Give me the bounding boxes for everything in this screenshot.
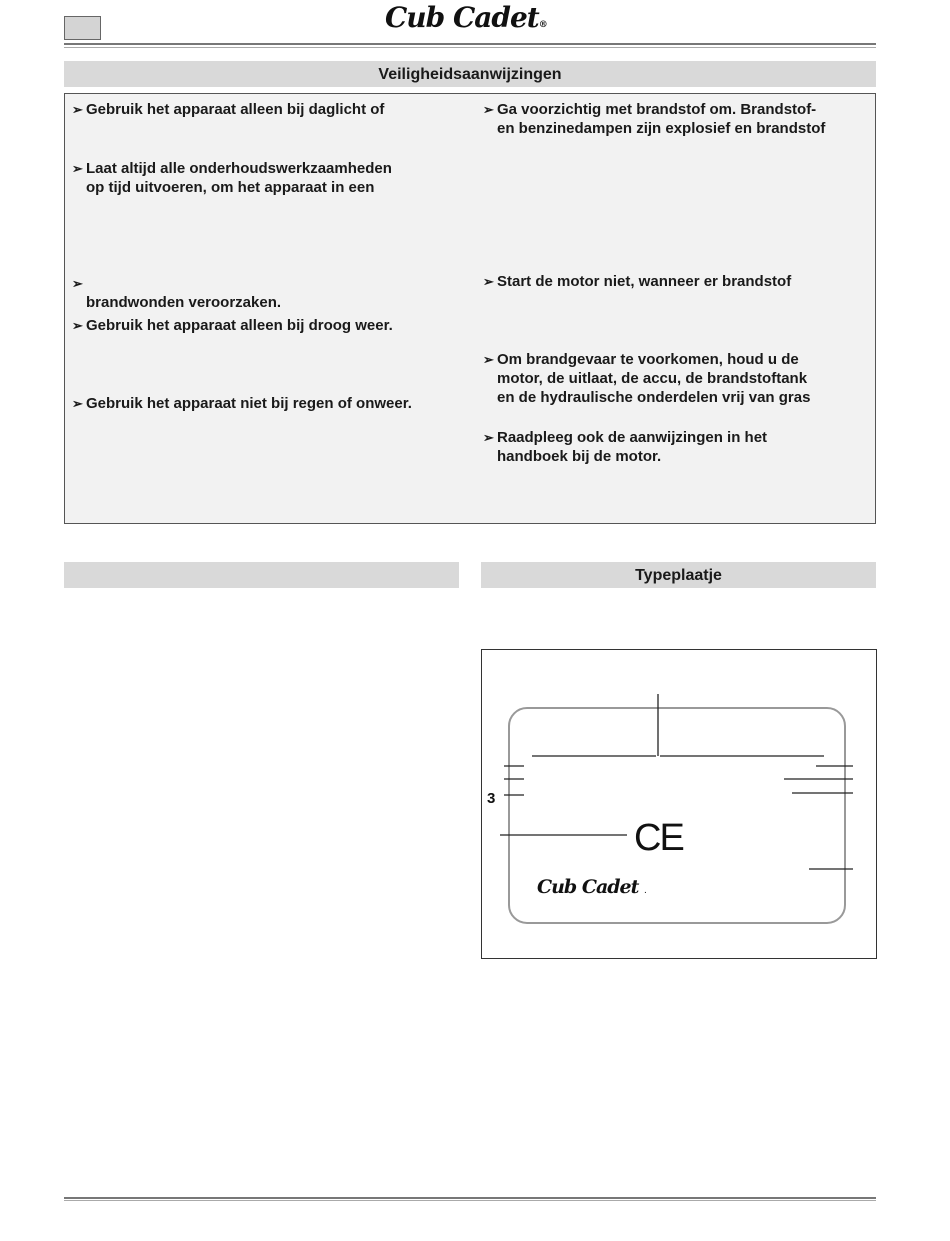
arrow-bullet-icon: ➢ <box>72 396 83 411</box>
safety-item: ➢ Gebruik het apparaat niet bij regen of onweer. <box>72 395 412 412</box>
arrow-bullet-icon: ➢ <box>483 102 494 117</box>
footer-rule <box>64 1197 876 1199</box>
safety-section-title: Veiligheidsaanwijzingen <box>64 61 876 87</box>
arrow-bullet-icon: ➢ <box>483 274 494 289</box>
header-rule-thin <box>64 47 876 48</box>
arrow-bullet-icon: ➢ <box>483 430 494 445</box>
typeplate-diagram-frame <box>481 649 877 959</box>
safety-item: ➢ Om brandgevaar te voorkomen, houd u de motor, de uitlaat, de accu, de brandstoftank en de hydraulische onderdelen vrij van gras <box>483 351 811 406</box>
safety-item: ➢ Start de motor niet, wanneer er brandstof <box>483 273 792 290</box>
footer-rule-thin <box>64 1200 876 1201</box>
safety-item: ➢ brandwonden veroorzaken. <box>72 276 282 311</box>
typeplate-section-title: Typeplaatje <box>481 562 876 588</box>
arrow-bullet-icon: ➢ <box>72 276 83 291</box>
page-number-box <box>64 16 101 40</box>
typeplate-logo: Cub Cadet <box>537 876 639 898</box>
left-section-title <box>64 562 459 588</box>
typeplate-diagram <box>482 650 876 958</box>
safety-item: ➢ Gebruik het apparaat alleen bij droog weer. <box>72 317 393 334</box>
ce-mark: CE <box>634 817 683 859</box>
safety-item: ➢ Raadpleeg ook de aanwijzingen in het handboek bij de motor. <box>483 429 768 465</box>
callout-number: 3 <box>487 790 496 807</box>
cub-cadet-logo: Cub Cadet® <box>385 1 547 34</box>
safety-item: ➢ Laat altijd alle onderhoudswerkzaamheden op tijd uitvoeren, om het apparaat in een <box>72 160 392 196</box>
header-rule <box>64 43 876 45</box>
safety-item: ➢ Ga voorzichtig met brandstof om. Brandstof- en benzinedampen zijn explosief en brandstof <box>483 101 826 137</box>
typeplate-logo-mark: . <box>644 885 647 896</box>
arrow-bullet-icon: ➢ <box>72 318 83 333</box>
arrow-bullet-icon: ➢ <box>483 352 494 367</box>
safety-item: ➢ Gebruik het apparaat alleen bij daglicht of <box>72 101 385 118</box>
arrow-bullet-icon: ➢ <box>72 161 83 176</box>
safety-instructions-box <box>64 93 876 524</box>
arrow-bullet-icon: ➢ <box>72 102 83 117</box>
